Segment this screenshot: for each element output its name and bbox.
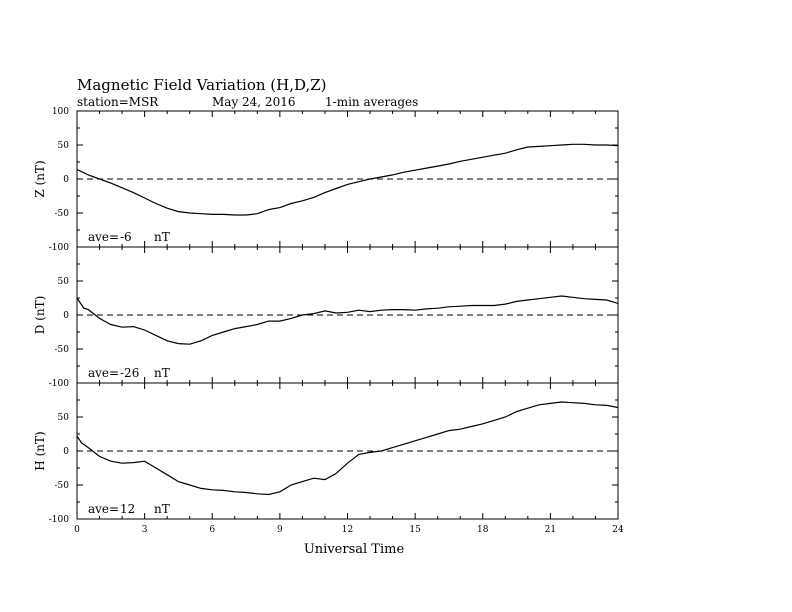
y-tick-label: -100	[48, 379, 69, 389]
x-tick-label: 21	[544, 525, 557, 535]
y-tick-label: 50	[57, 413, 69, 423]
y-tick-label: 50	[57, 141, 69, 151]
x-tick-label: 6	[209, 525, 216, 535]
x-tick-label: 18	[477, 525, 489, 535]
ave-unit: nT	[154, 502, 170, 516]
ave-unit: nT	[154, 230, 170, 244]
averaging-label: 1-min averages	[325, 95, 419, 109]
series-line-3	[77, 402, 618, 495]
y-tick-label: -50	[54, 209, 69, 219]
ave-value: 12	[120, 502, 136, 516]
x-tick-label: 3	[141, 525, 148, 535]
y-tick-label: 50	[57, 277, 69, 287]
y-tick-label: 0	[63, 175, 69, 185]
x-tick-label: 9	[277, 525, 283, 535]
chart-title: Magnetic Field Variation (H,D,Z)	[77, 76, 327, 94]
x-axis-label: Universal Time	[303, 542, 405, 557]
y-tick-label: 0	[63, 447, 69, 457]
ave-value: -6	[120, 230, 132, 244]
ave-label: ave=	[88, 502, 120, 516]
panel-1	[33, 107, 618, 253]
x-tick-label: 24	[612, 525, 624, 535]
x-tick-label: 0	[74, 525, 80, 535]
y-tick-label: 0	[63, 311, 69, 321]
ave-label: ave=	[88, 366, 120, 380]
date-label: May 24, 2016	[212, 95, 296, 109]
ave-unit: nT	[154, 366, 170, 380]
station-label: station=MSR	[77, 95, 159, 109]
y-tick-label: 100	[51, 107, 69, 117]
series-line-2	[77, 296, 618, 344]
panel-3	[33, 383, 618, 525]
y-tick-label: -50	[54, 345, 69, 355]
y-axis-label: Z (nT)	[33, 160, 47, 198]
ave-label: ave=	[88, 230, 120, 244]
ave-value: -26	[120, 366, 140, 380]
y-tick-label: -100	[48, 515, 69, 525]
y-tick-label: -50	[54, 481, 69, 491]
y-tick-label: -100	[48, 243, 69, 253]
panel-2	[33, 247, 618, 389]
series-line-1	[77, 144, 618, 215]
y-axis-label: H (nT)	[33, 431, 47, 471]
y-axis-label: D (nT)	[33, 295, 47, 335]
x-tick-label: 15	[409, 525, 421, 535]
chart-panels	[33, 107, 624, 535]
x-tick-label: 12	[341, 525, 354, 535]
